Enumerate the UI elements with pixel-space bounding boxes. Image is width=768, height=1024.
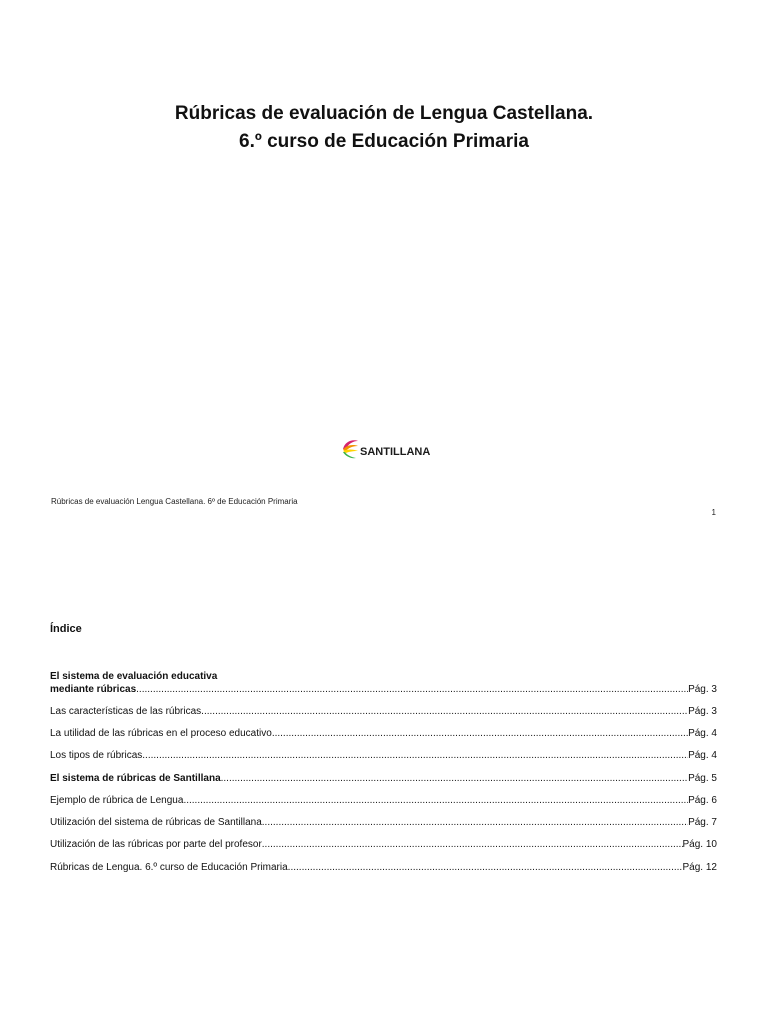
toc-item-page: Pág. 6	[688, 795, 717, 806]
toc-item-label: Utilización del sistema de rúbricas de Santillana	[50, 817, 262, 828]
toc-item-label: Rúbricas de Lengua. 6.º curso de Educación Primaria	[50, 862, 288, 873]
toc-leader-dots	[201, 706, 688, 718]
toc-item-label: La utilidad de las rúbricas en el proceso educativo	[50, 728, 272, 739]
toc-item[interactable]	[50, 728, 717, 740]
toc-item[interactable]	[50, 773, 717, 785]
toc-item[interactable]	[50, 839, 717, 851]
toc-leader-dots	[262, 817, 688, 829]
toc-item-page: Pág. 7	[688, 817, 717, 828]
index-heading: Índice	[50, 623, 82, 635]
toc-item-page: Pág. 3	[688, 706, 717, 717]
toc-leader-dots	[183, 795, 688, 807]
toc-item[interactable]	[50, 862, 717, 874]
toc-item-label: Utilización de las rúbricas por parte del profesor	[50, 839, 262, 850]
page-number: 1	[711, 508, 716, 517]
toc-item-label: mediante rúbricas	[50, 684, 137, 695]
toc-item[interactable]	[50, 750, 717, 762]
toc-item-label: Las características de las rúbricas	[50, 706, 202, 717]
santillana-logo	[341, 436, 441, 462]
toc-item-label: Ejemplo de rúbrica de Lengua	[50, 795, 184, 806]
toc-item-page: Pág. 5	[688, 773, 717, 784]
toc-leader-dots	[136, 684, 688, 696]
toc-leader-dots	[288, 862, 683, 874]
toc-leader-dots	[272, 728, 688, 740]
toc-item[interactable]	[50, 817, 717, 829]
title-line-2: 6.º curso de Educación Primaria	[239, 131, 529, 152]
toc-leader-dots	[262, 839, 683, 851]
document-title	[0, 100, 768, 156]
toc-item[interactable]	[50, 795, 717, 807]
toc-item[interactable]	[50, 706, 717, 718]
toc-item-page: Pág. 12	[682, 862, 717, 873]
santillana-logo-icon	[341, 437, 359, 461]
toc-item-page: Pág. 4	[688, 750, 717, 761]
toc-leader-dots	[142, 750, 688, 762]
toc-item-page: Pág. 4	[688, 728, 717, 739]
toc-item-page: Pág. 10	[682, 839, 717, 850]
logo-wordmark: SANTILLANA	[360, 445, 431, 458]
toc-leader-dots	[221, 773, 688, 785]
toc-item-page: Pág. 3	[688, 684, 717, 695]
toc-item-label-line1: El sistema de evaluación educativa	[50, 671, 218, 682]
toc-item-label: Los tipos de rúbricas	[50, 750, 143, 761]
title-line-1: Rúbricas de evaluación de Lengua Castellana.	[174, 103, 594, 124]
toc-item-label: El sistema de rúbricas de Santillana	[50, 773, 221, 784]
page-footer: Rúbricas de evaluación Lengua Castellana. 6º de Educación Primaria	[51, 497, 298, 506]
toc-item[interactable]	[50, 684, 717, 696]
